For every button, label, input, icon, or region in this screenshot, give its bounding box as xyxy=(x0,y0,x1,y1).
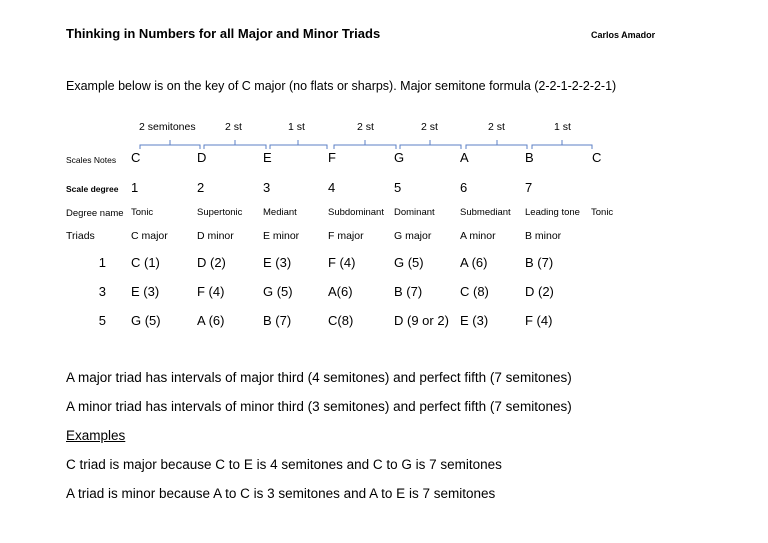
interval-label: 2 semitones xyxy=(139,121,196,133)
triad-cell: G (5) xyxy=(263,284,293,299)
triad-cell: B (7) xyxy=(394,284,423,299)
triad-cell: F (4) xyxy=(328,255,356,270)
degree-name: Supertonic xyxy=(197,207,243,218)
degree-name-label: Degree name xyxy=(66,208,124,219)
triad-cell: B (7) xyxy=(263,313,292,328)
scale-degree: 3 xyxy=(263,180,271,195)
triad-cell: D (2) xyxy=(525,284,554,299)
example-minor: A triad is minor because A to C is 3 semitones and A to E is 7 semitones xyxy=(66,486,496,501)
interval-label: 2 st xyxy=(488,121,505,133)
interval-brace xyxy=(334,140,396,149)
triad-name: B minor xyxy=(525,230,562,242)
triad-name: G major xyxy=(394,230,432,242)
triad-cell: E (3) xyxy=(263,255,292,270)
scale-degree: 4 xyxy=(328,180,336,195)
triad-cell: F (4) xyxy=(197,284,225,299)
triad-row-label: 1 xyxy=(98,255,106,270)
triad-cell: D (9 or 2) xyxy=(394,313,449,328)
triad-cell: E (3) xyxy=(131,284,160,299)
scale-note: C xyxy=(592,150,602,165)
triad-name: F major xyxy=(328,230,364,242)
triad-cell: G (5) xyxy=(131,313,161,328)
triad-name: E minor xyxy=(263,230,300,242)
interval-brace xyxy=(532,140,592,149)
scale-degree: 2 xyxy=(197,180,205,195)
scale-degree-label: Scale degree xyxy=(66,184,119,194)
interval-brace xyxy=(204,140,266,149)
degree-name: Tonic xyxy=(591,207,614,218)
degree-name: Dominant xyxy=(394,207,435,218)
interval-brace xyxy=(140,140,200,149)
interval-label: 2 st xyxy=(225,121,242,133)
degree-name: Tonic xyxy=(131,207,154,218)
interval-brace xyxy=(466,140,527,149)
scale-degree: 1 xyxy=(131,180,139,195)
interval-label: 1 st xyxy=(554,121,571,133)
scale-note: E xyxy=(263,150,272,165)
interval-label: 2 st xyxy=(357,121,374,133)
triad-cell: C (8) xyxy=(460,284,489,299)
scale-note: F xyxy=(328,150,336,165)
scale-note: A xyxy=(460,150,469,165)
scale-note: G xyxy=(394,150,405,165)
interval-braces xyxy=(0,0,768,160)
triad-cell: B (7) xyxy=(525,255,554,270)
degree-name: Leading tone xyxy=(525,207,580,218)
degree-name: Mediant xyxy=(263,207,297,218)
triad-cell: E (3) xyxy=(460,313,489,328)
triad-cell: D (2) xyxy=(197,255,226,270)
author-name: Carlos Amador xyxy=(591,30,656,40)
scale-note: C xyxy=(131,150,141,165)
scale-degree: 6 xyxy=(460,180,468,195)
major-triad-definition: A major triad has intervals of major third (4 semitones) and perfect fifth (7 semitones) xyxy=(66,370,572,385)
examples-heading: Examples xyxy=(66,428,126,443)
triad-name: A minor xyxy=(460,230,496,242)
triad-cell: C(8) xyxy=(328,313,354,328)
triad-name: C major xyxy=(131,230,168,242)
scale-notes-label: Scales Notes xyxy=(66,155,117,165)
minor-triad-definition: A minor triad has intervals of minor third (3 semitones) and perfect fifth (7 semitones) xyxy=(66,399,572,414)
triad-cell: G (5) xyxy=(394,255,424,270)
degree-name: Submediant xyxy=(460,207,511,218)
degree-name: Subdominant xyxy=(328,207,384,218)
scale-note: D xyxy=(197,150,207,165)
triad-cell: C (1) xyxy=(131,255,160,270)
triad-cell: F (4) xyxy=(525,313,553,328)
intro-text: Example below is on the key of C major (no flats or sharps). Major semitone formula (2-2-1-2-2-2-1) xyxy=(66,79,617,93)
scale-degree: 5 xyxy=(394,180,402,195)
interval-brace xyxy=(270,140,327,149)
triad-cell: A(6) xyxy=(328,284,353,299)
document-title: Thinking in Numbers for all Major and Minor Triads xyxy=(66,26,381,41)
interval-label: 1 st xyxy=(288,121,305,133)
interval-brace xyxy=(400,140,461,149)
scale-note: B xyxy=(525,150,534,165)
triad-row-label: 5 xyxy=(98,313,106,328)
triad-name: D minor xyxy=(197,230,234,242)
scale-degree: 7 xyxy=(525,180,533,195)
example-major: C triad is major because C to E is 4 semitones and C to G is 7 semitones xyxy=(66,457,502,472)
interval-label: 2 st xyxy=(421,121,438,133)
triad-cell: A (6) xyxy=(460,255,488,270)
triad-row-label: 3 xyxy=(98,284,106,299)
triads-label: Triads xyxy=(66,230,95,242)
triad-cell: A (6) xyxy=(197,313,225,328)
